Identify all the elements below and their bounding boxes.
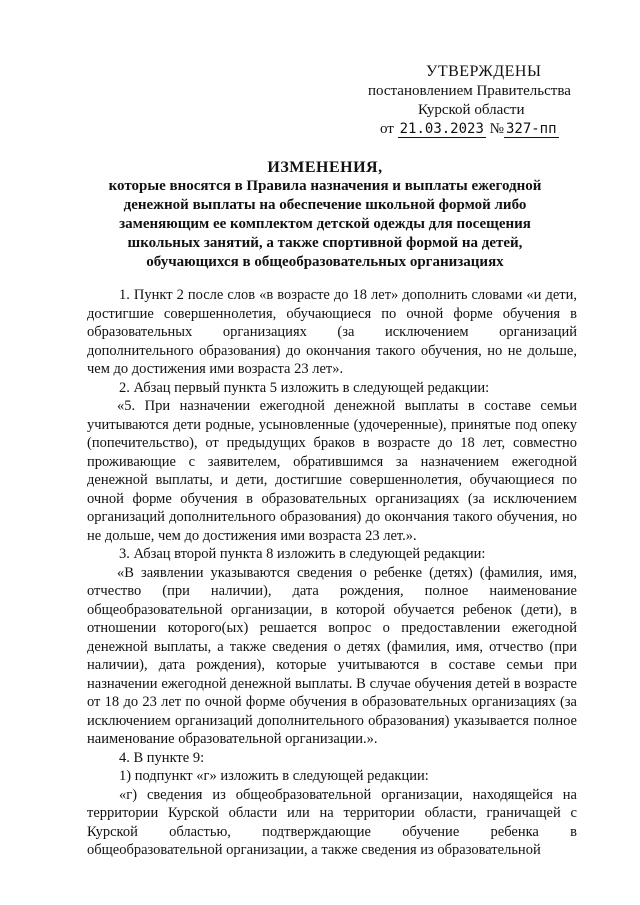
paragraph-quote-g: «г) сведения из общеобразовательной организации, находящейся на территории Курской области или на территории области, граничащей с Курской областью, подтверждающие обучение ребенка в общеобразовательной организации, а также сведения из образовательной (87, 786, 577, 858)
approval-title: УТВЕРЖДЕНЫ (426, 63, 542, 80)
approval-date: 21.03.2023 (399, 121, 484, 137)
approval-number-label: № (489, 121, 504, 137)
document-heading (105, 158, 545, 272)
heading-subtitle-line: которые вносятся в Правила назначения и выплаты ежегодной (108, 178, 542, 194)
heading-title: ИЗМЕНЕНИЯ, (267, 159, 383, 176)
paragraph-item-2: 2. Абзац первый пункта 5 изложить в следующей редакции: (119, 379, 490, 396)
paragraph-item-1: 1. Пункт 2 после слов «в возрасте до 18 лет» дополнить словами «и дети, достигшие совершеннолетия, обучающиеся по очной форме обучения в образовательных организациях (за исключением организаций дополнительного образования) до окончания такого обучения, но не дольше, чем до достижения ими возраста 23 лет». (87, 287, 577, 377)
approval-number: 327-пп (505, 121, 557, 137)
paragraph-quote-8: «В заявлении указываются сведения о ребенке (детях) (фамилия, имя, отчество (при наличии), дата рождения, полное наименование общеобразовательной организации, в которой обучается ребенок (дети), в отношении которого(ых) решается вопрос о предоставлении ежегодной денежной выплаты, а также сведения о детях (фамилия, имя, отчество (при наличии), дата рождения), которые учитываются в составе семьи при назначении ежегодной денежной выплаты. В случае обучения детей в возрасте от 18 до 23 лет по очной форме обучения в образовательных организациях (за исключением организаций дополнительного образования) указывается полное наименование образовательной организации.». (87, 564, 577, 747)
approval-from-label: от (380, 121, 394, 137)
paragraph-subitem-1: 1) подпункт «г» изложить в следующей редакции: (119, 768, 429, 784)
heading-subtitle-line: обучающихся в общеобразовательных организациях (146, 254, 504, 270)
heading-subtitle-line: заменяющим ее комплектом детской одежды для посещения (119, 216, 531, 232)
document-body (87, 286, 577, 860)
approval-region: Курской области (418, 102, 525, 118)
heading-subtitle-line: денежной выплаты на обеспечение школьной формой либо (123, 197, 527, 213)
approval-date-number (380, 120, 559, 139)
paragraph-quote-5: «5. При назначении ежегодной денежной выплаты в составе семьи учитываются дети родные, усыновленные (удочеренные), принятые под опеку (попечительство), от предыдущих браков в возрасте до 18 лет, совместно проживающие с заявителем, обратившимся за назначением ежегодной денежной выплаты, и дети, достигшие совершеннолетия, обучающиеся по очной форме обучения в образовательных организациях (за исключением организаций дополнительного образования) до окончания такого обучения, но не дольше, чем до достижения ими возраста 23 лет.». (87, 398, 577, 544)
paragraph-item-4: 4. В пункте 9: (119, 749, 205, 766)
heading-subtitle-line: школьных занятий, а также спортивной формой на детей, (127, 235, 523, 251)
paragraph-item-3: 3. Абзац второй пункта 8 изложить в следующей редакции: (119, 546, 486, 562)
approval-issuer: постановлением Правительства (368, 83, 571, 99)
